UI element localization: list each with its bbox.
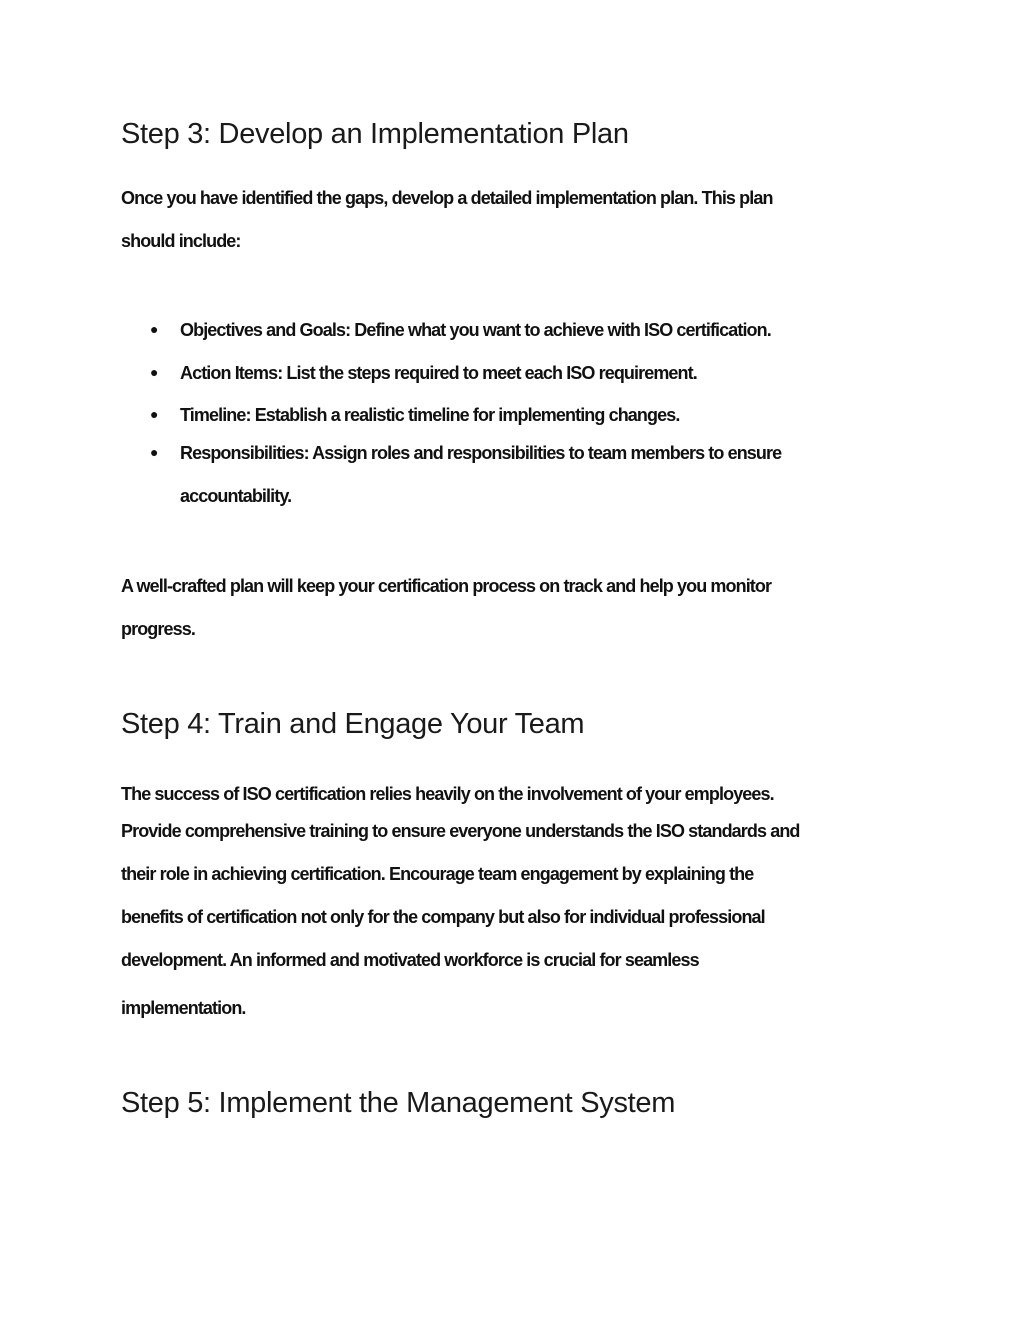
step3-intro-line: Once you have identified the gaps, develop a detailed implementation plan. This plan — [121, 188, 773, 208]
step4-body-line: Provide comprehensive training to ensure everyone understands the ISO standards and — [121, 821, 800, 841]
list-item — [150, 405, 679, 426]
step4-body-line: benefits of certification not only for the company but also for individual professional — [121, 907, 765, 927]
step3-closing-line: A well-crafted plan will keep your certification process on track and help you monitor — [121, 576, 772, 596]
step4-body-line: The success of ISO certification relies heavily on the involvement of your employees. — [121, 784, 774, 804]
list-item-text: Objectives and Goals: Define what you want to achieve with ISO certification. — [180, 320, 771, 340]
step3-closing-line: progress. — [121, 619, 195, 639]
step4-body-line: development. An informed and motivated workforce is crucial for seamless — [121, 950, 699, 970]
list-item-text: Action Items: List the steps required to meet each ISO requirement. — [180, 363, 697, 383]
list-item-continuation: accountability. — [180, 486, 292, 506]
list-item-text: Timeline: Establish a realistic timeline for implementing changes. — [180, 405, 680, 425]
step5-heading: Step 5: Implement the Management System — [121, 1087, 676, 1119]
bullet-icon: ● — [150, 444, 158, 460]
list-item — [150, 363, 697, 384]
step4-body-line: their role in achieving certification. Encourage team engagement by explaining the — [121, 864, 754, 884]
list-item — [150, 320, 771, 341]
step3-intro-line: should include: — [121, 231, 241, 251]
bullet-icon: ● — [150, 321, 158, 337]
step4-body-line: implementation. — [121, 998, 246, 1018]
list-item — [150, 443, 781, 464]
step3-heading: Step 3: Develop an Implementation Plan — [121, 118, 629, 150]
step4-heading: Step 4: Train and Engage Your Team — [121, 708, 585, 740]
bullet-icon: ● — [150, 364, 158, 380]
bullet-icon: ● — [150, 406, 158, 422]
list-item-text: Responsibilities: Assign roles and responsibilities to team members to ensure — [180, 443, 782, 463]
